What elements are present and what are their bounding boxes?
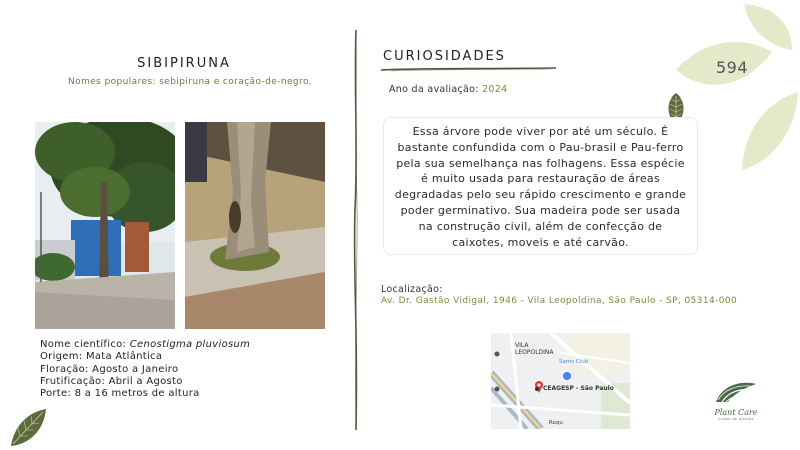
location-map[interactable] bbox=[491, 333, 630, 429]
tree-number-badge: 594 bbox=[715, 58, 749, 77]
origin: Origem: Mata Atlântica bbox=[40, 351, 163, 363]
map-road: Roqu bbox=[549, 420, 563, 426]
flowering: Floração: Agosto a Janeiro bbox=[40, 363, 179, 375]
location-label: Localização: bbox=[381, 284, 443, 295]
map-poi-main: CEAGESP - São Paulo bbox=[543, 385, 614, 392]
title-underline bbox=[381, 66, 556, 72]
plant-care-logo bbox=[706, 380, 766, 425]
scientific-name: Nome científico: Cenostigma pluviosum bbox=[40, 339, 251, 350]
tree-photo-trunk bbox=[185, 122, 325, 329]
curiosities-title: CURIOSIDADES bbox=[383, 49, 506, 64]
logo-tagline: cuidar de plantas bbox=[718, 417, 754, 421]
tree-photo-street bbox=[35, 122, 175, 329]
location-address: Av. Dr. Gastão Vidigal, 1946 - Vila Leopoldina, São Paulo - SP, 05314-000 bbox=[381, 296, 738, 306]
map-poi-club: Sams Club bbox=[559, 359, 589, 365]
vertical-divider bbox=[348, 30, 364, 430]
map-area-line2: LEOPOLDINA bbox=[515, 349, 554, 356]
species-facts bbox=[40, 339, 340, 400]
species-title: SIBIPIRUNA bbox=[137, 56, 231, 71]
description-card bbox=[383, 117, 698, 255]
map-area-line1: VILA bbox=[515, 342, 529, 349]
leaf-icon bbox=[8, 406, 48, 448]
plant-care-logo-icon bbox=[714, 380, 758, 404]
size: Porte: 8 a 16 metros de altura bbox=[40, 388, 200, 400]
evaluation-year: Ano da avaliação: 2024 bbox=[389, 84, 508, 95]
description-text: Essa árvore pode viver por até um século. É bastante confundida com o Pau-brasil e Pau-ferro pela sua semelhança nas folhagens. Essa espécie é muito usada para restauração de áreas degradadas pelo seu rápido crescimento e grande poder germinativo. Sua madeira pode ser usada na construção civil, além de confecção de caixotes, moveis e até carvão. bbox=[394, 125, 687, 249]
fruiting: Frutificação: Abril a Agosto bbox=[40, 375, 183, 387]
logo-name: Plant Care bbox=[714, 408, 758, 417]
popular-names: Nomes populares: sebipiruna e coração-de-negro. bbox=[68, 77, 312, 87]
